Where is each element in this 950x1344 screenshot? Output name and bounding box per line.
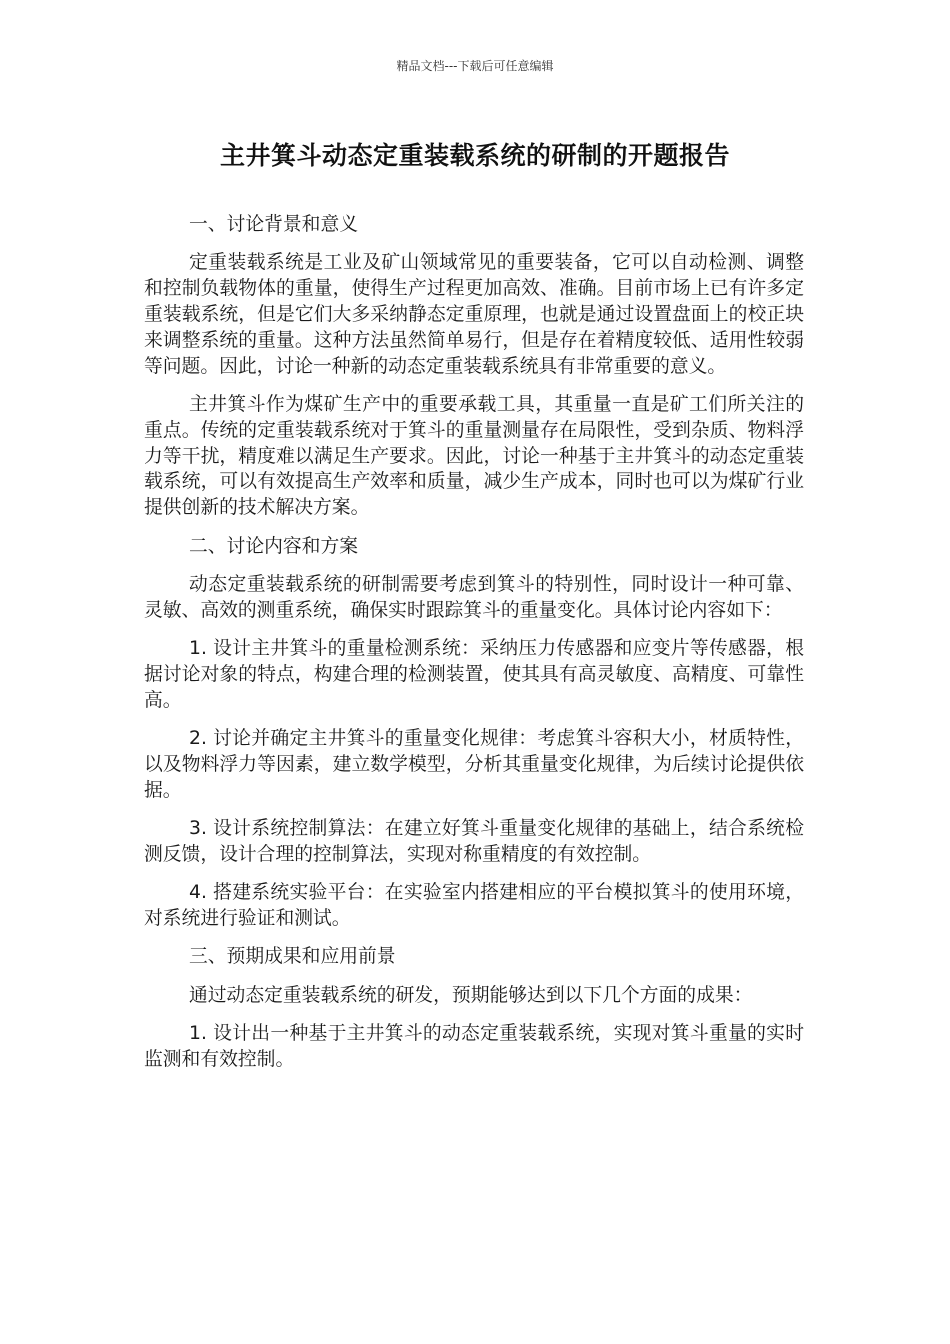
document-body xyxy=(144,212,804,1085)
document-title: 主井箕斗动态定重装载系统的研制的开题报告 xyxy=(219,141,730,170)
section-heading-content: 二、讨论内容和方案 xyxy=(189,535,359,557)
section-heading-background: 一、讨论背景和意义 xyxy=(189,214,359,235)
paragraph-content-intro: 动态定重装载系统的研制需要考虑到箕斗的特别性，同时设计一种可靠、灵敏、高效的测重系统，确保实时跟踪箕斗的重量变化。具体讨论内容如下： xyxy=(144,573,804,621)
paragraph-background-1: 定重装载系统是工业及矿山领域常见的重要装备，它可以自动检测、调整和控制负载物体的重量，使得生产过程更加高效、准确。目前市场上已有许多定重装载系统，但是它们大多采纳静态定重原理，也就是通过设置盘面上的校正块来调整系统的重量。这种方法虽然简单易行，但是存在着精度较低、适用性较弱等问题。因此，讨论一种新的动态定重装载系统具有非常重要的意义。 xyxy=(144,252,804,377)
list-item-outcomes-1: 1. 设计出一种基于主井箕斗的动态定重装载系统，实现对箕斗重量的实时监测和有效控制。 xyxy=(144,1023,804,1071)
paragraph-background-2: 主井箕斗作为煤矿生产中的重要承载工具，其重量一直是矿工们所关注的重点。传统的定重装载系统对于箕斗的重量测量存在局限性，受到杂质、物料浮力等干扰，精度难以满足生产要求。因此，讨论一种基于主井箕斗的动态定重装载系统，可以有效提高生产效率和质量，减少生产成本，同时也可以为煤矿行业提供创新的技术解决方案。 xyxy=(144,393,804,519)
list-item-content-4: 4. 搭建系统实验平台：在实验室内搭建相应的平台模拟箕斗的使用环境，对系统进行验证和测试。 xyxy=(144,882,804,930)
list-item-content-1: 1. 设计主井箕斗的重量检测系统：采纳压力传感器和应变片等传感器，根据讨论对象的特点，构建合理的检测装置，使其具有高灵敏度、高精度、可靠性高。 xyxy=(144,638,804,711)
list-item-content-2: 2. 讨论并确定主井箕斗的重量变化规律：考虑箕斗容积大小，材质特性，以及物料浮力等因素，建立数学模型，分析其重量变化规律，为后续讨论提供依据。 xyxy=(144,728,804,801)
paragraph-outcomes-intro: 通过动态定重装载系统的研发，预期能够达到以下几个方面的成果： xyxy=(189,984,753,1006)
list-item-content-3: 3. 设计系统控制算法：在建立好箕斗重量变化规律的基础上，结合系统检测反馈，设计合理的控制算法，实现对称重精度的有效控制。 xyxy=(144,818,804,865)
page-header: 精品文档---下载后可任意编辑 xyxy=(396,59,554,73)
section-heading-outcomes: 三、预期成果和应用前景 xyxy=(189,946,396,968)
